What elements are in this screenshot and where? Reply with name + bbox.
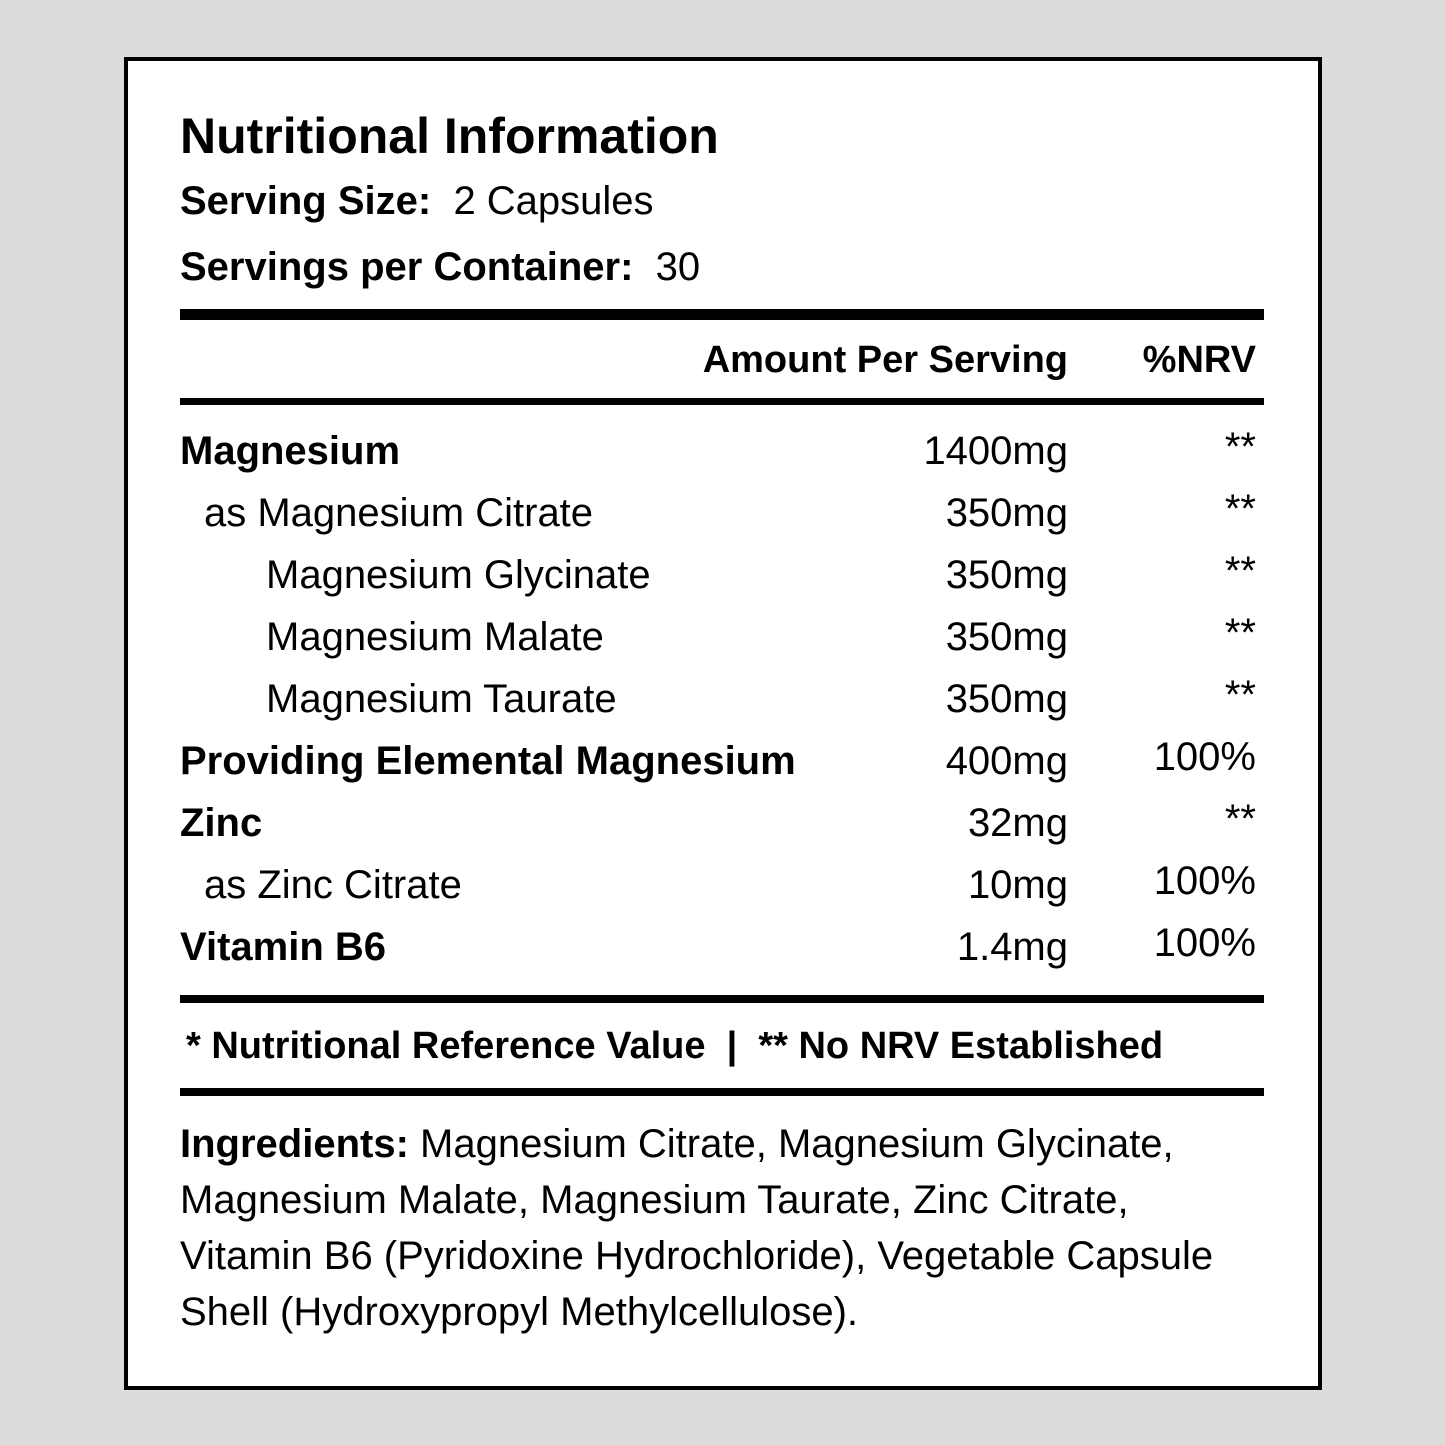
table-row-elemental-magnesium [180,735,1264,801]
ingredients-block [180,1116,1270,1340]
nutrient-name: Providing Elemental Magnesium [180,739,796,783]
nutrient-name: Magnesium [180,429,401,473]
nutrient-amount: 1400mg [923,429,1068,473]
header-nrv: %NRV [1142,339,1256,381]
servings-per-container-label: Servings per Container: [180,245,634,289]
nutrient-name: Magnesium Taurate [266,677,617,721]
nutrient-amount: 32mg [967,801,1068,845]
nutrient-nrv: ** [1224,549,1256,593]
serving-size [180,179,654,224]
nutrition-label-panel [124,57,1322,1390]
label-title: Nutritional Information [180,108,719,164]
table-row-magnesium-taurate [180,673,1264,739]
table-bottom-divider [180,995,1264,1003]
nutrient-nrv: 100% [1153,921,1256,965]
nrv-footnote: * Nutritional Reference Value | ** No NRV Established [186,1025,1164,1067]
table-row-vitamin-b6 [180,921,1264,987]
nutrient-amount: 350mg [945,553,1068,597]
thick-divider [180,309,1264,320]
nutrient-name: Vitamin B6 [180,925,386,969]
nutrient-nrv: ** [1224,611,1256,655]
nutrient-name: Magnesium Glycinate [266,553,651,597]
servings-per-container-value: 30 [655,245,701,289]
table-row-zinc [180,797,1264,863]
ingredients-label: Ingredients: [180,1122,409,1166]
table-row-magnesium-glycinate [180,549,1264,615]
ingredients-text: Magnesium Citrate, Magnesium Glycinate, Magnesium Malate, Magnesium Taurate, Zinc Citrate, Vitamin B6 (Pyridoxine Hydrochloride), Vegetable Capsule Shell (Hydroxypropyl Methylcellulose). [180,1122,1214,1334]
footnote-divider [180,1088,1264,1096]
serving-size-label: Serving Size: [180,179,432,223]
nutrient-name: as Zinc Citrate [204,863,462,907]
nutrient-nrv: 100% [1153,735,1256,779]
table-row-magnesium-malate [180,611,1264,677]
header-amount-per-serving: Amount Per Serving [702,339,1068,381]
nutrient-amount: 10mg [967,863,1068,907]
nutrient-amount: 1.4mg [956,925,1068,969]
nutrient-amount: 350mg [945,677,1068,721]
nutrient-nrv: ** [1224,673,1256,717]
nutrient-amount: 350mg [945,615,1068,659]
nutrient-name: Magnesium Malate [266,615,604,659]
nutrient-nrv: ** [1224,487,1256,531]
servings-per-container [180,245,700,290]
nutrient-amount: 350mg [945,491,1068,535]
nutrient-nrv: 100% [1153,859,1256,903]
nutrient-nrv: ** [1224,797,1256,841]
table-row-magnesium-citrate [180,487,1264,553]
nutrient-name: as Magnesium Citrate [204,491,594,535]
table-row-magnesium [180,425,1264,491]
nutrient-name: Zinc [180,801,263,845]
header-divider [180,398,1264,405]
table-row-zinc-citrate [180,859,1264,925]
nutrient-amount: 400mg [945,739,1068,783]
serving-size-value: 2 Capsules [453,179,654,223]
nutrient-nrv: ** [1224,425,1256,469]
